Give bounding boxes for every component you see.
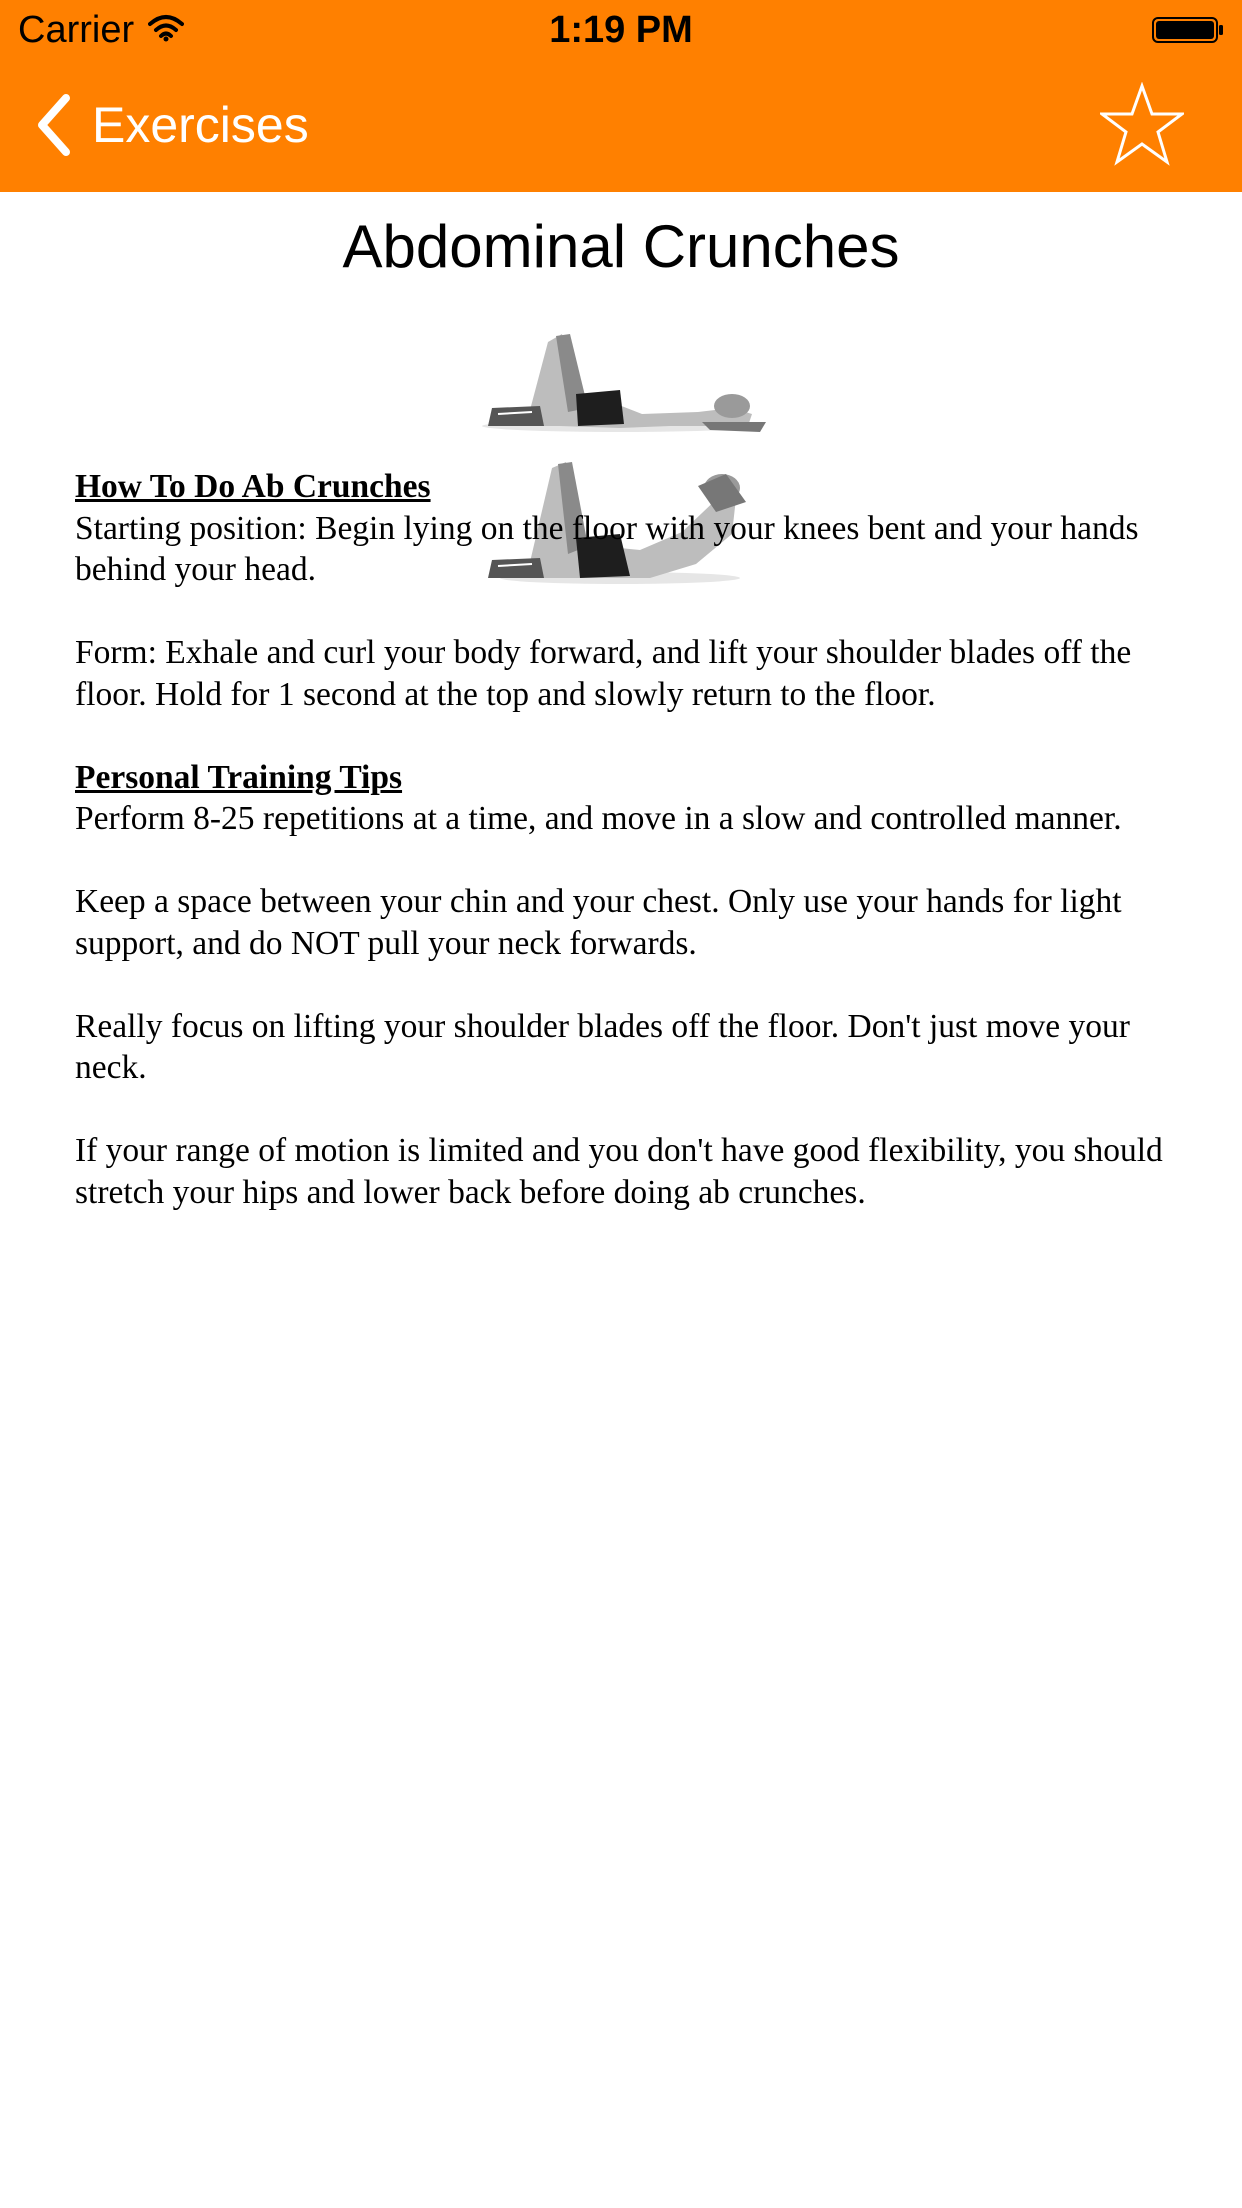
top-bar [0,0,1242,192]
star-outline-icon[interactable] [1100,82,1184,166]
chevron-left-icon [34,94,74,156]
tip-item: Perform 8-25 repetitions at a time, and move in a slow and controlled manner. [75,800,1122,837]
back-button-label: Exercises [92,97,309,153]
tip-item: If your range of motion is limited and you don't have good flexibility, you should stretch your hips and lower back before doing ab crunches. [75,1132,1163,1211]
tip-item: Really focus on lifting your shoulder blades off the floor. Don't just move your neck. [75,1007,1130,1086]
tip-item: Keep a space between your chin and your chest. Only use your hands for light support, and do NOT pull your neck forwards. [75,883,1122,962]
crunch-start-figure [482,334,766,432]
back-button[interactable] [34,90,309,160]
how-to-heading: How To Do Ab Crunches [75,468,431,505]
page-title: Abdominal Crunches [342,213,900,280]
battery-icon [1152,14,1224,46]
status-time: 1:19 PM [549,9,693,51]
form-text: Form: Exhale and curl your body forward, and lift your shoulder blades off the floor. Hold for 1 second at the top and slowly return to the floor. [75,634,1132,713]
navigation-bar [0,60,1242,192]
starting-position-text: Starting position: Begin lying on the floor with your knees bent and your hands behind your head. [75,509,1139,588]
tips-heading: Personal Training Tips [75,758,403,796]
carrier-label: Carrier [18,9,135,51]
status-bar [0,0,1242,60]
exercise-article [75,466,1185,1213]
